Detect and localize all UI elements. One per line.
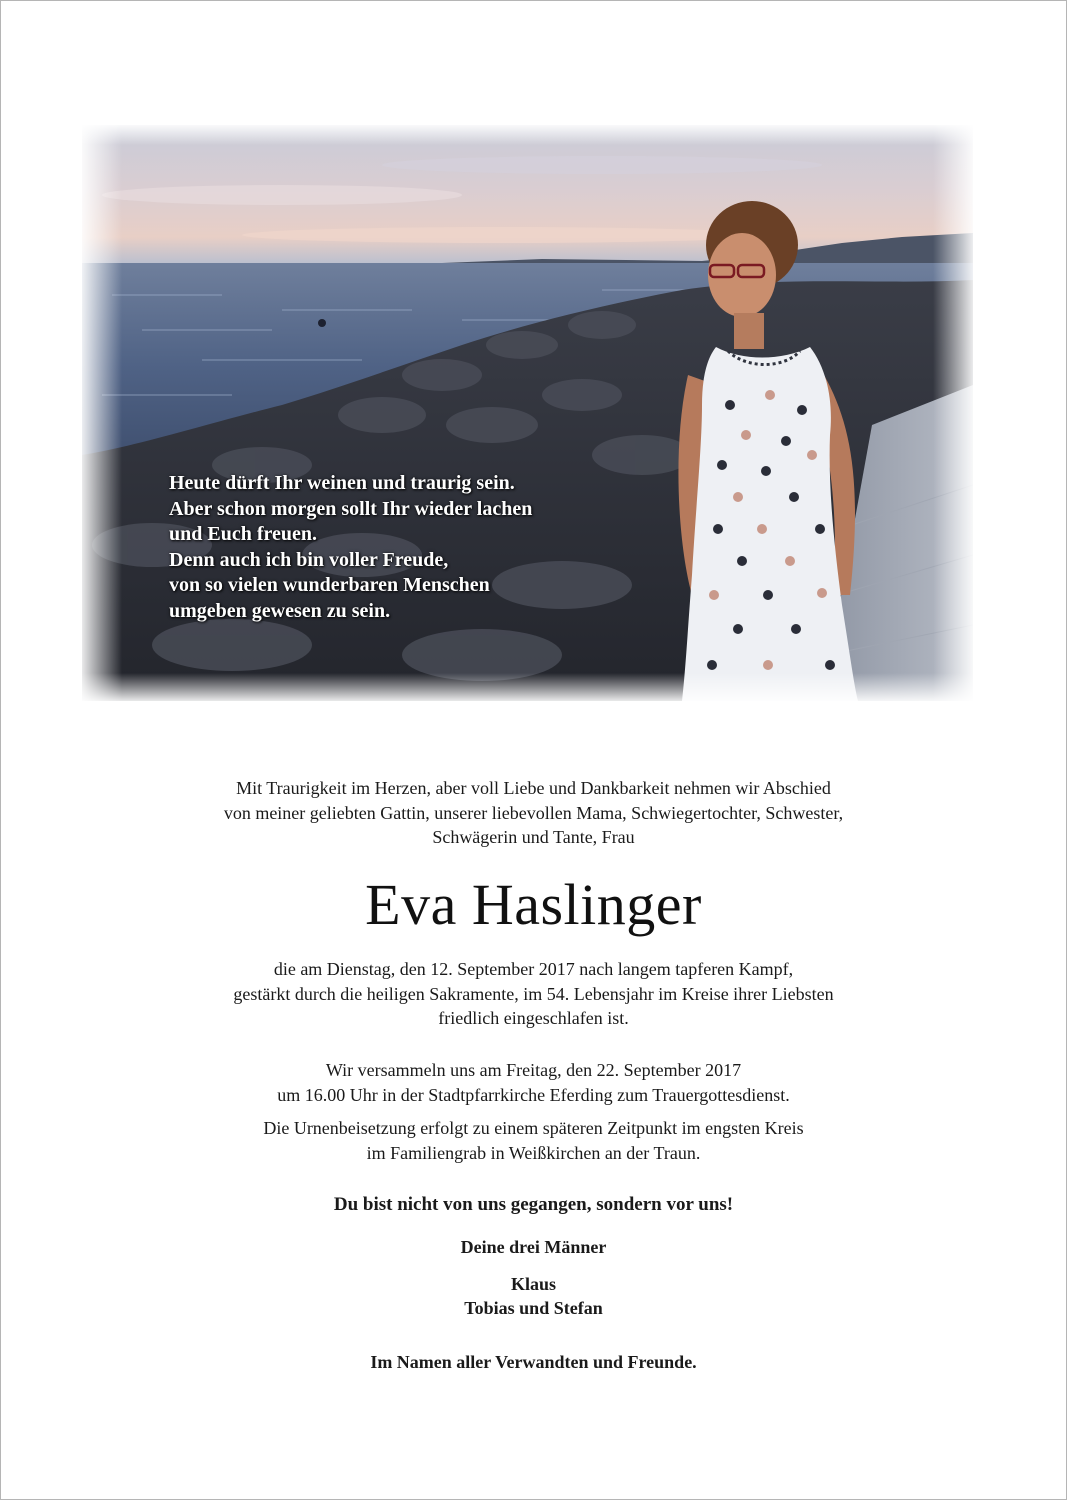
burial-line: im Familiengrab in Weißkirchen an der Traun. <box>366 1142 701 1163</box>
deceased-name: Eva Haslinger <box>365 872 702 937</box>
intro-line: Mit Traurigkeit im Herzen, aber voll Liebe und Dankbarkeit nehmen wir Abschied <box>236 778 831 798</box>
service-line: um 16.00 Uhr in der Stadtpfarrkirche Eferding zum Trauergottesdienst. <box>277 1084 790 1105</box>
closing-line: Im Namen aller Verwandten und Freunde. <box>370 1352 697 1372</box>
service-line: Wir versammeln uns am Freitag, den 22. September 2017 <box>325 1060 742 1080</box>
poem-line: umgeben gewesen zu sein. <box>169 599 391 622</box>
burial-paragraph <box>1 1116 1066 1165</box>
death-line: gestärkt durch die heiligen Sakramente, im 54. Lebensjahr im Kreise ihrer Liebsten <box>233 983 834 1004</box>
death-paragraph <box>1 957 1066 1031</box>
signature-line: Deine drei Männer <box>460 1237 607 1257</box>
poem-line: Denn auch ich bin voller Freude, <box>169 548 449 571</box>
family-names <box>1 1272 1066 1320</box>
intro-line: von meiner geliebten Gattin, unserer liebevollen Mama, Schwiegertochter, Schwester, <box>223 802 844 823</box>
service-paragraph <box>1 1058 1066 1107</box>
poem-line: und Euch freuen. <box>169 523 318 545</box>
family-name-line: Tobias und Stefan <box>464 1298 603 1318</box>
death-line: die am Dienstag, den 12. September 2017 nach langem tapferen Kampf, <box>273 959 794 979</box>
poem-line: Aber schon morgen sollt Ihr wieder lachen <box>169 497 533 520</box>
death-line: friedlich eingeschlafen ist. <box>438 1008 629 1028</box>
poem-line: von so vielen wunderbaren Menschen <box>169 574 490 596</box>
burial-line: Die Urnenbeisetzung erfolgt zu einem späteren Zeitpunkt im engsten Kreis <box>263 1118 804 1138</box>
family-name-line: Klaus <box>510 1274 557 1294</box>
intro-line: Schwägerin und Tante, Frau <box>432 827 635 847</box>
intro-paragraph <box>1 776 1066 850</box>
memorial-poem <box>169 471 689 624</box>
farewell-line: Du bist nicht von uns gegangen, sondern vor uns! <box>333 1194 734 1215</box>
poem-line: Heute dürft Ihr weinen und traurig sein. <box>169 472 515 494</box>
